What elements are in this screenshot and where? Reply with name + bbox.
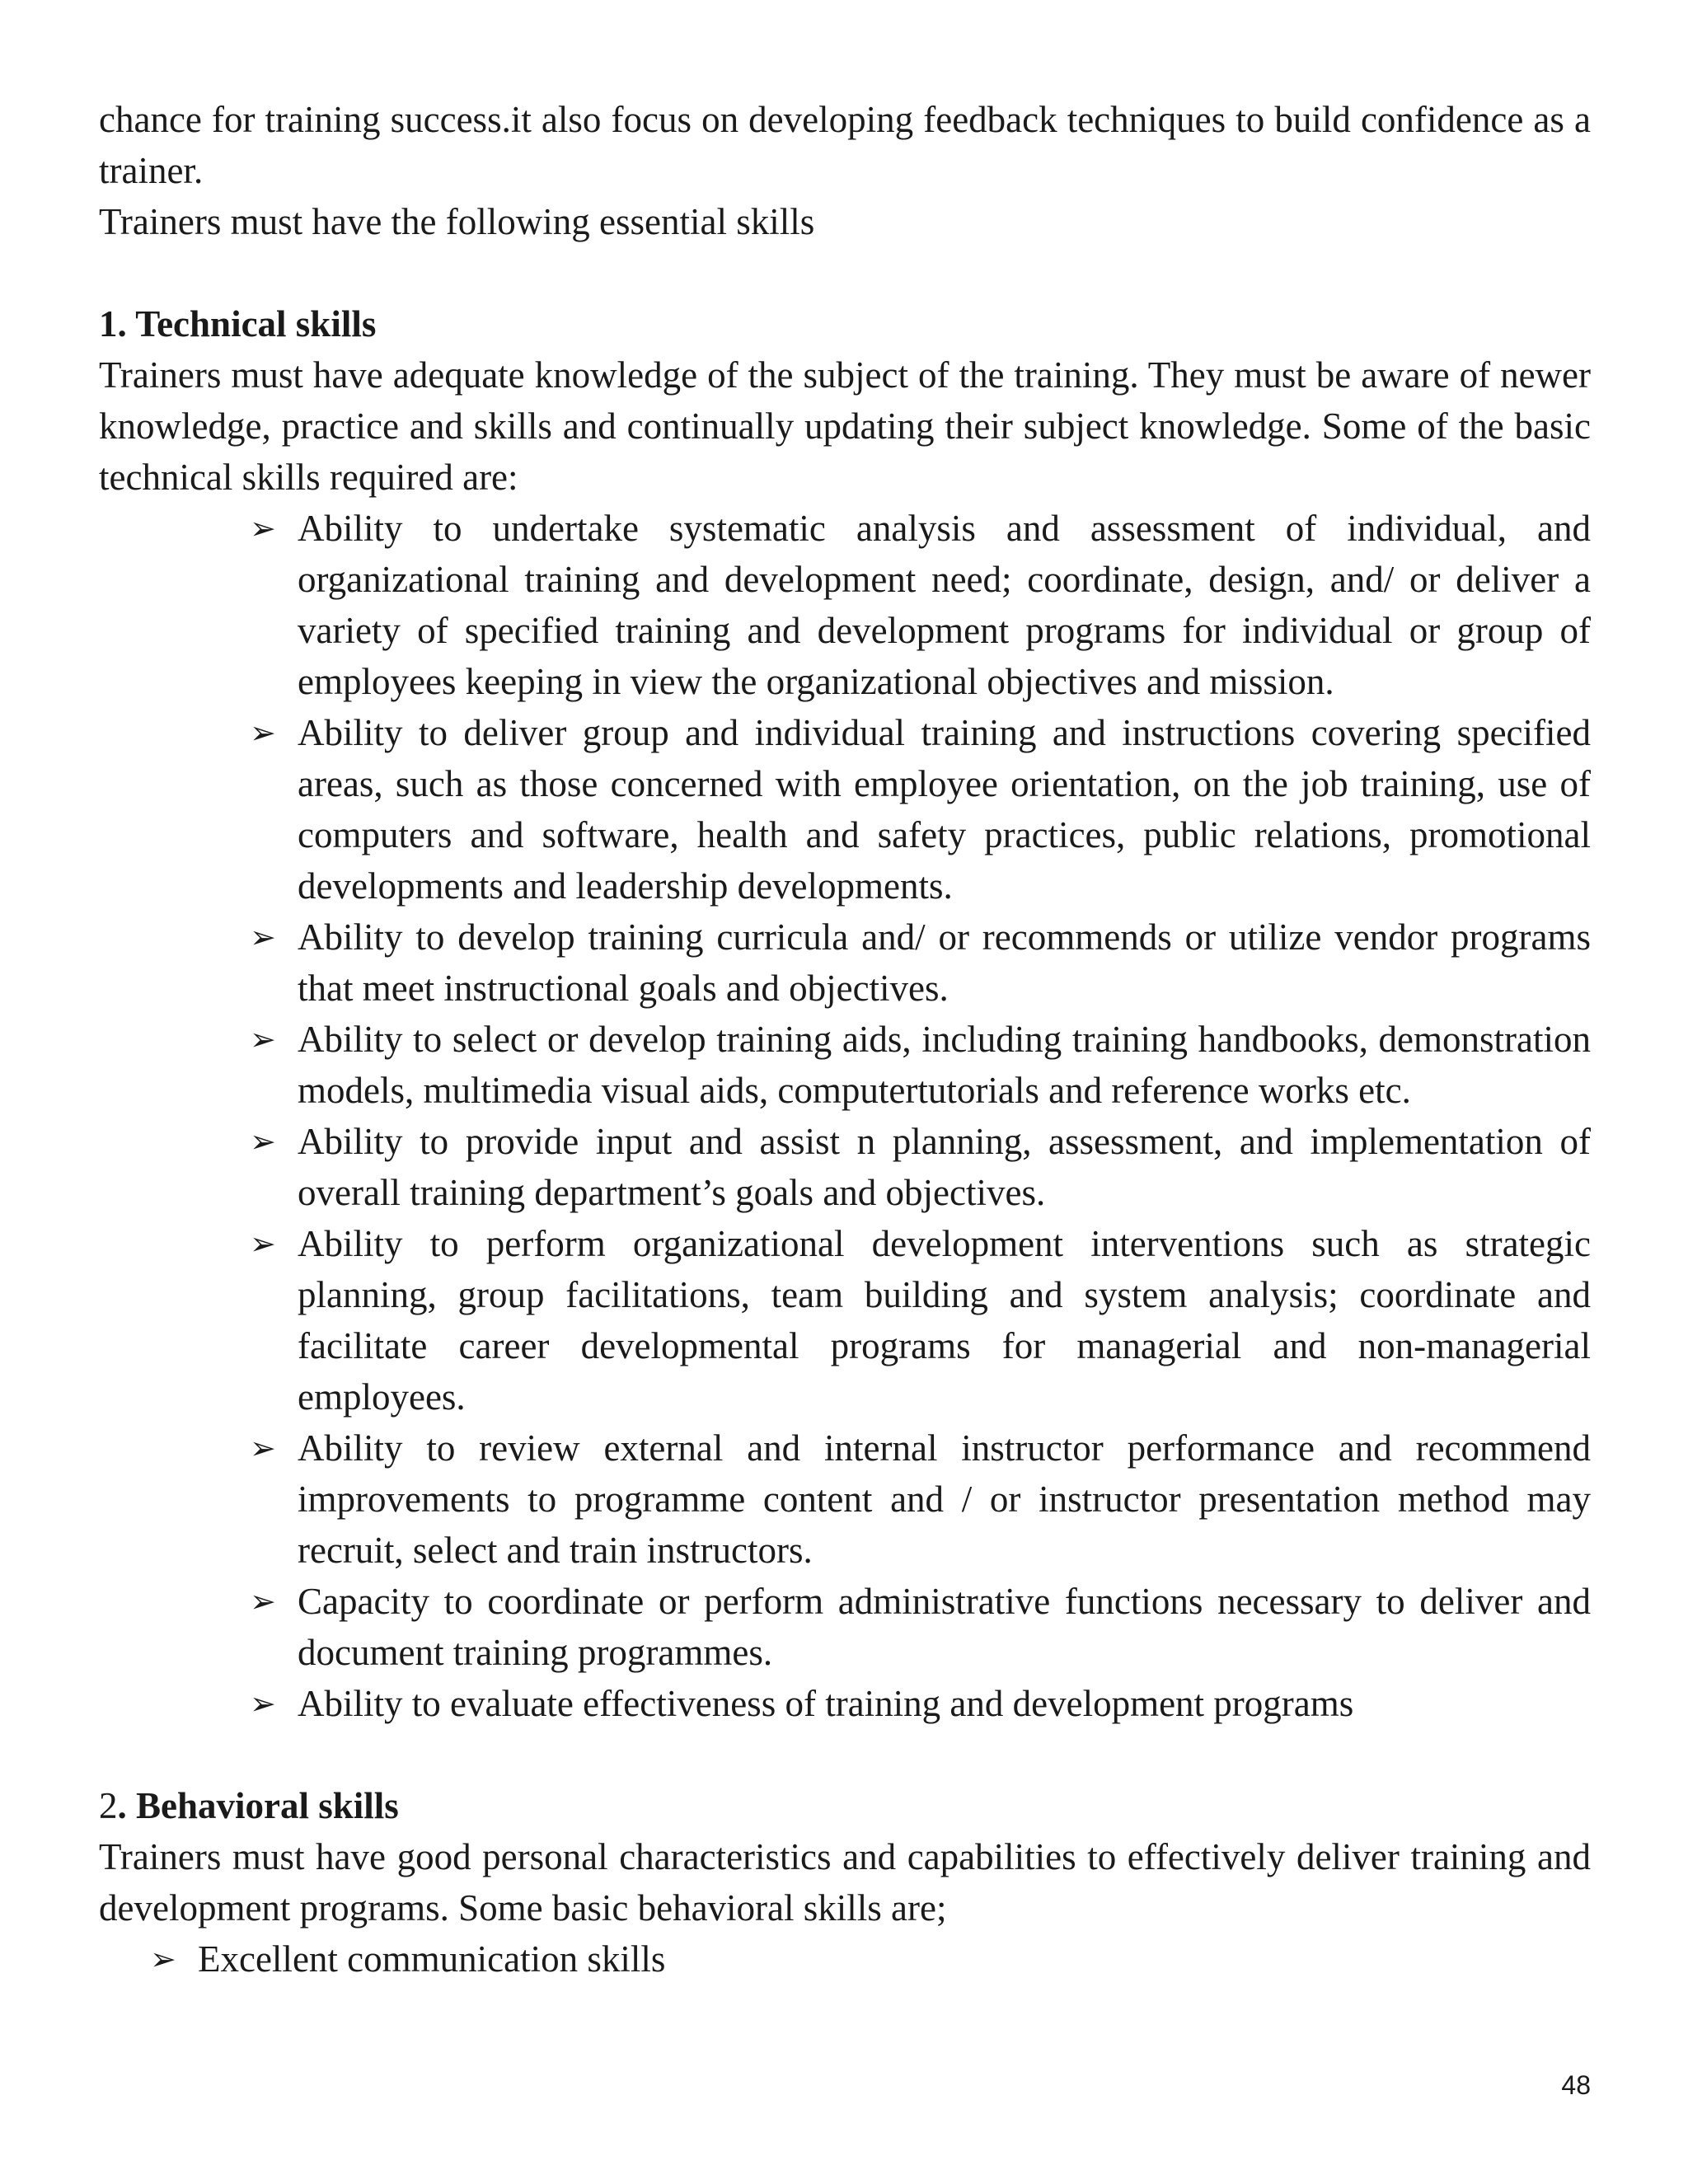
arrow-bullet-icon: ➢	[250, 1430, 276, 1466]
arrow-bullet-icon: ➢	[250, 919, 276, 955]
technical-skills-list	[99, 503, 1591, 1729]
list-item-text: Ability to evaluate effectiveness of training and development programs	[298, 1683, 1354, 1724]
section-2-heading	[99, 1780, 1591, 1831]
list-item	[250, 707, 1591, 912]
arrow-bullet-icon: ➢	[150, 1941, 176, 1977]
arrow-bullet-icon: ➢	[250, 1685, 276, 1722]
page-number: 48	[1561, 2070, 1591, 2100]
arrow-bullet-icon: ➢	[250, 1123, 276, 1160]
section-1-heading	[99, 298, 1591, 349]
list-item	[250, 1218, 1591, 1422]
list-item	[250, 1576, 1591, 1678]
list-item-text: Ability to undertake systematic analysis and assessment of individual, and organizational training and development need; coordinate, design, and/ or deliver a variety of specified training and development programs for individual or group of employees keeping in view the organizational objectives and mission.	[298, 508, 1591, 702]
intro-lead-in: Trainers must have the following essential skills	[99, 201, 815, 242]
section-2-title: . Behavioral skills	[117, 1785, 399, 1826]
document-page	[99, 94, 1591, 1985]
list-item	[150, 1933, 1591, 1985]
section-1-number: 1.	[99, 303, 127, 344]
list-item-text: Ability to select or develop training aids, including training handbooks, demonstration models, multimedia visual aids, computertutorials and reference works etc.	[298, 1019, 1591, 1111]
list-item-text: Excellent communication skills	[198, 1938, 666, 1980]
list-item	[250, 1014, 1591, 1116]
behavioral-skills-list	[99, 1933, 1591, 1985]
list-item-text: Ability to develop training curricula and/ or recommends or utilize vendor programs that meet instructional goals and objectives.	[298, 916, 1591, 1009]
list-item-text: Ability to perform organizational development interventions such as strategic planning, group facilitations, team building and system analysis; coordinate and facilitate career developmental programs for managerial and non-managerial employees.	[298, 1223, 1591, 1418]
section-2-paragraph: Trainers must have good personal characteristics and capabilities to effectively deliver training and development programs. Some basic behavioral skills are;	[99, 1836, 1591, 1929]
list-item-text: Ability to deliver group and individual training and instructions covering specified areas, such as those concerned with employee orientation, on the job training, use of computers and software, health and safety practices, public relations, promotional developments and leadership developments.	[298, 712, 1591, 907]
section-1-title: Technical skills	[135, 303, 377, 344]
list-item-text: Capacity to coordinate or perform administrative functions necessary to deliver and document training programmes.	[298, 1581, 1591, 1673]
arrow-bullet-icon: ➢	[250, 715, 276, 751]
list-item	[250, 1116, 1591, 1218]
list-item-text: Ability to review external and internal instructor performance and recommend improvements to programme content and / or instructor presentation method may recruit, select and train instructors.	[298, 1427, 1591, 1571]
list-item	[250, 1678, 1591, 1729]
list-item	[250, 912, 1591, 1014]
arrow-bullet-icon: ➢	[250, 1583, 276, 1619]
section-1-paragraph: Trainers must have adequate knowledge of the subject of the training. They must be aware of newer knowledge, practice and skills and continually updating their subject knowledge. Some of the basic technical skills required are:	[99, 354, 1591, 498]
list-item	[250, 503, 1591, 707]
list-item-text: Ability to provide input and assist n planning, assessment, and implementation of overall training department’s goals and objectives.	[298, 1121, 1591, 1213]
arrow-bullet-icon: ➢	[250, 1021, 276, 1057]
arrow-bullet-icon: ➢	[250, 510, 276, 546]
intro-paragraph: chance for training success.it also focus on developing feedback techniques to build confidence as a trainer.	[99, 99, 1591, 191]
section-2-number: 2	[99, 1785, 118, 1826]
arrow-bullet-icon: ➢	[250, 1226, 276, 1262]
list-item	[250, 1422, 1591, 1576]
